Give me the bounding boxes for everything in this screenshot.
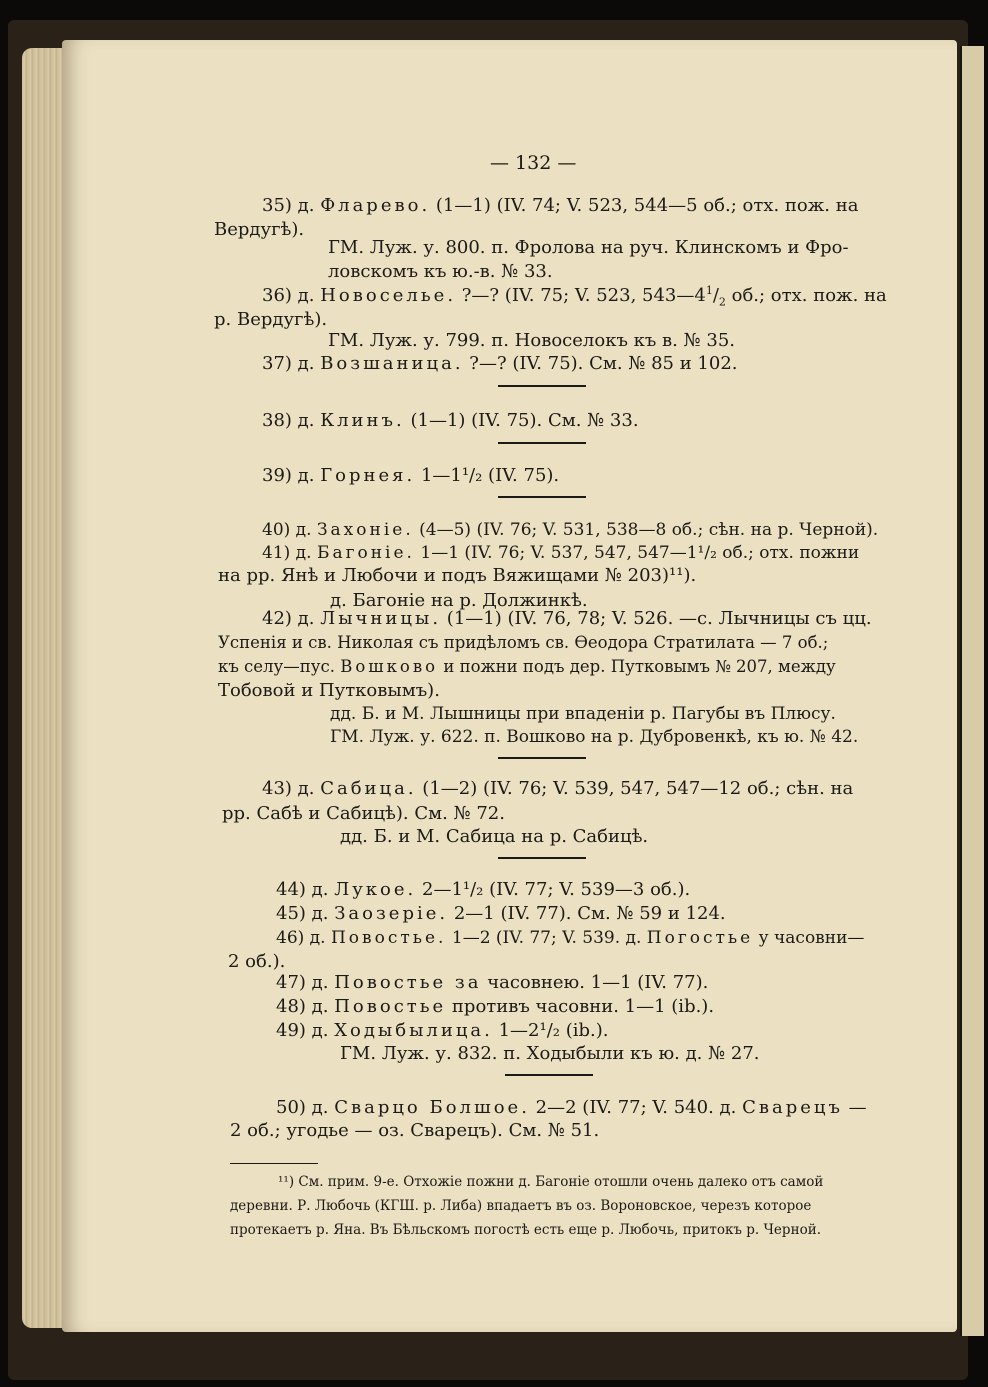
- entry-46-cont: 2 об.).: [228, 951, 286, 972]
- entry-details: 1—1¹/₂ (IV. 75).: [420, 465, 560, 486]
- entry-details-c: —: [848, 1097, 867, 1118]
- place-name: Вошково: [340, 657, 439, 676]
- entry-details: (1—1) (IV. 74; V. 523, 544—5 об.; отх. пож. на: [435, 195, 859, 216]
- entry-36: 36) д. Новоселье. ?—? (IV. 75; V. 523, $543—4^1/_2$ об.; отх. пож. на: [262, 284, 887, 309]
- entry-number: 38) д.: [262, 410, 315, 431]
- entry-42-cont: Успенія и св. Николая съ придѣломъ св. Ѳеодора Стратилата — 7 об.;: [218, 633, 829, 652]
- footnote-rule: [230, 1163, 318, 1164]
- entry-39: [262, 465, 559, 487]
- entry-49-sub: ГМ. Луж. у. 832. п. Ходыбыли къ ю. д. № 27.: [340, 1043, 760, 1064]
- footnote-line: деревни. Р. Любочь (КГШ. р. Либа) впадаетъ въ оз. Вороновское, черезъ которое: [230, 1198, 812, 1214]
- entry-37: [262, 353, 738, 375]
- village-name: Фларево.: [320, 195, 431, 216]
- entry-42-cont3: Тобовой и Путковымъ).: [218, 680, 440, 701]
- entry-46: [276, 927, 864, 949]
- entry-35: [262, 195, 858, 217]
- entry-details: часовнею. 1—1 (IV. 77).: [487, 972, 709, 993]
- entry-number: 46) д.: [276, 928, 326, 948]
- entry-35-gm: ГМ. Луж. у. 800. п. Фролова на руч. Клинскомъ и Фро-: [328, 237, 849, 258]
- fraction-num: 1: [705, 284, 713, 297]
- village-name: Повостье: [334, 996, 447, 1017]
- village-name: Багоніе.: [316, 543, 415, 563]
- entry-details: противъ часовни. 1—1 (ib.).: [451, 996, 715, 1017]
- fraction-den: 2: [718, 295, 726, 309]
- entry-details: 2—1 (IV. 77). См. № 59 и 124.: [453, 903, 726, 924]
- entry-number: 49) д.: [276, 1020, 329, 1041]
- entry-43: [262, 778, 853, 800]
- entry-38: [262, 410, 639, 432]
- entry-number: 43) д.: [262, 778, 315, 799]
- village-name: Ходыбылица.: [334, 1020, 493, 1041]
- entry-number: 37) д.: [262, 353, 315, 374]
- entry-36-gm: ГМ. Луж. у. 799. п. Новоселокъ къ в. № 35.: [328, 330, 735, 351]
- entry-35-gm2: ловскомъ къ ю.-в. № 33.: [328, 261, 553, 282]
- entry-details: 2—2 (IV. 77; V. 540. д.: [535, 1097, 737, 1118]
- village-name: Сварцо Болшое.: [334, 1097, 530, 1118]
- next-page-edge: [960, 46, 984, 1336]
- entry-number: 45) д.: [276, 903, 329, 924]
- entry-number: 35) д.: [262, 195, 315, 216]
- entry-50-cont: 2 об.; угодье — оз. Сварецъ). См. № 51.: [230, 1120, 600, 1141]
- section-divider: [498, 385, 586, 387]
- village-name: Заозеріе.: [334, 903, 449, 924]
- place-name: Погостье: [646, 928, 754, 948]
- entry-details-b: об.; отх. пож. на: [725, 285, 887, 306]
- entry-number: 47) д.: [276, 972, 329, 993]
- entry-36-cont: р. Вердугѣ).: [214, 309, 328, 330]
- section-divider: [498, 496, 586, 498]
- entry-35-cont: Вердугѣ).: [214, 219, 305, 240]
- entry-41: [262, 542, 859, 564]
- page-number: — 132 —: [490, 152, 577, 174]
- entry-43-cont: рр. Сабѣ и Сабицѣ). См. № 72.: [222, 803, 505, 824]
- village-name: Новоселье.: [320, 285, 457, 306]
- entry-details: ?—? (IV. 75). См. № 85 и 102.: [469, 353, 738, 374]
- entry-details: 1—2¹/₂ (ib.).: [498, 1020, 609, 1041]
- entry-details-c: у часовни—: [758, 928, 865, 948]
- village-name: Горнея.: [320, 465, 416, 486]
- text-part: къ селу—пус.: [218, 657, 335, 676]
- entry-number: 40) д.: [262, 520, 312, 540]
- text-part: и пожни подъ дер. Путковымъ № 207, между: [443, 657, 836, 676]
- entry-47: [276, 972, 708, 994]
- entry-41-cont: на рр. Янѣ и Любочи и подъ Вяжищами № 203)¹¹).: [218, 565, 697, 586]
- entry-45: [276, 903, 726, 925]
- entry-42: [262, 608, 872, 630]
- entry-number: 50) д.: [276, 1097, 329, 1118]
- village-name: Сабица.: [320, 778, 417, 799]
- entry-details: (1—1) (IV. 76, 78; V. 526. —с. Лычницы съ цц.: [446, 608, 872, 629]
- entry-44: [276, 879, 690, 901]
- entry-49: [276, 1020, 609, 1042]
- footnote-line: ¹¹) См. прим. 9-е. Отхожіе пожни д. Багоніе отошли очень далеко отъ самой: [278, 1174, 824, 1190]
- entry-number: 36) д.: [262, 285, 315, 306]
- village-name: Лукое.: [334, 879, 417, 900]
- entry-43-sub: дд. Б. и М. Сабица на р. Сабицѣ.: [340, 826, 649, 847]
- entry-details: (4—5) (IV. 76; V. 531, 538—8 об.; сѣн. на р. Черной).: [419, 520, 879, 540]
- entry-details: 1—2 (IV. 77; V. 539. д.: [451, 928, 642, 948]
- village-name: Захоніе.: [316, 520, 414, 540]
- entry-40: [262, 519, 878, 541]
- place-name: Сварецъ: [742, 1097, 843, 1118]
- village-name: Клинъ.: [320, 410, 405, 431]
- entry-details: 1—1 (IV. 76; V. 537, 547, 547—1¹/₂ об.; отх. пожни: [420, 543, 860, 563]
- entry-details: (1—2) (IV. 76; V. 539, 547, 547—12 об.; сѣн. на: [422, 778, 854, 799]
- footnote-line: протекаетъ р. Яна. Въ Бѣльскомъ погостѣ есть еще р. Любочь, притокъ р. Черной.: [230, 1222, 821, 1238]
- entry-number: 41) д.: [262, 543, 312, 563]
- entry-number: 48) д.: [276, 996, 329, 1017]
- entry-48: [276, 996, 714, 1018]
- entry-42-sub1: дд. Б. и М. Лышницы при впаденіи р. Пагубы въ Плюсу.: [330, 704, 836, 724]
- entry-details: (1—1) (IV. 75). См. № 33.: [410, 410, 639, 431]
- village-name: Повостье.: [330, 928, 447, 948]
- village-name: Лычницы.: [320, 608, 442, 629]
- entry-50: [276, 1097, 867, 1119]
- entry-details: 2—1¹/₂ (IV. 77; V. 539—3 об.).: [422, 879, 691, 900]
- entry-details: ?—? (IV. 75; V. 523, 543—4: [461, 285, 706, 306]
- section-divider: [498, 857, 586, 859]
- entry-42-cont2: [218, 656, 836, 678]
- section-divider: [498, 442, 586, 444]
- entry-42-sub2: ГМ. Луж. у. 622. п. Вошково на р. Дубровенкѣ, къ ю. № 42.: [330, 727, 859, 747]
- section-divider: [498, 757, 586, 759]
- entry-41-sub: д. Багоніе на р. Должинкѣ.: [330, 590, 588, 611]
- section-divider: [505, 1074, 593, 1076]
- entry-number: 44) д.: [276, 879, 329, 900]
- entry-number: 39) д.: [262, 465, 315, 486]
- village-name: Повостье за: [334, 972, 482, 993]
- village-name: Возшаница.: [320, 353, 464, 374]
- entry-number: 42) д.: [262, 608, 315, 629]
